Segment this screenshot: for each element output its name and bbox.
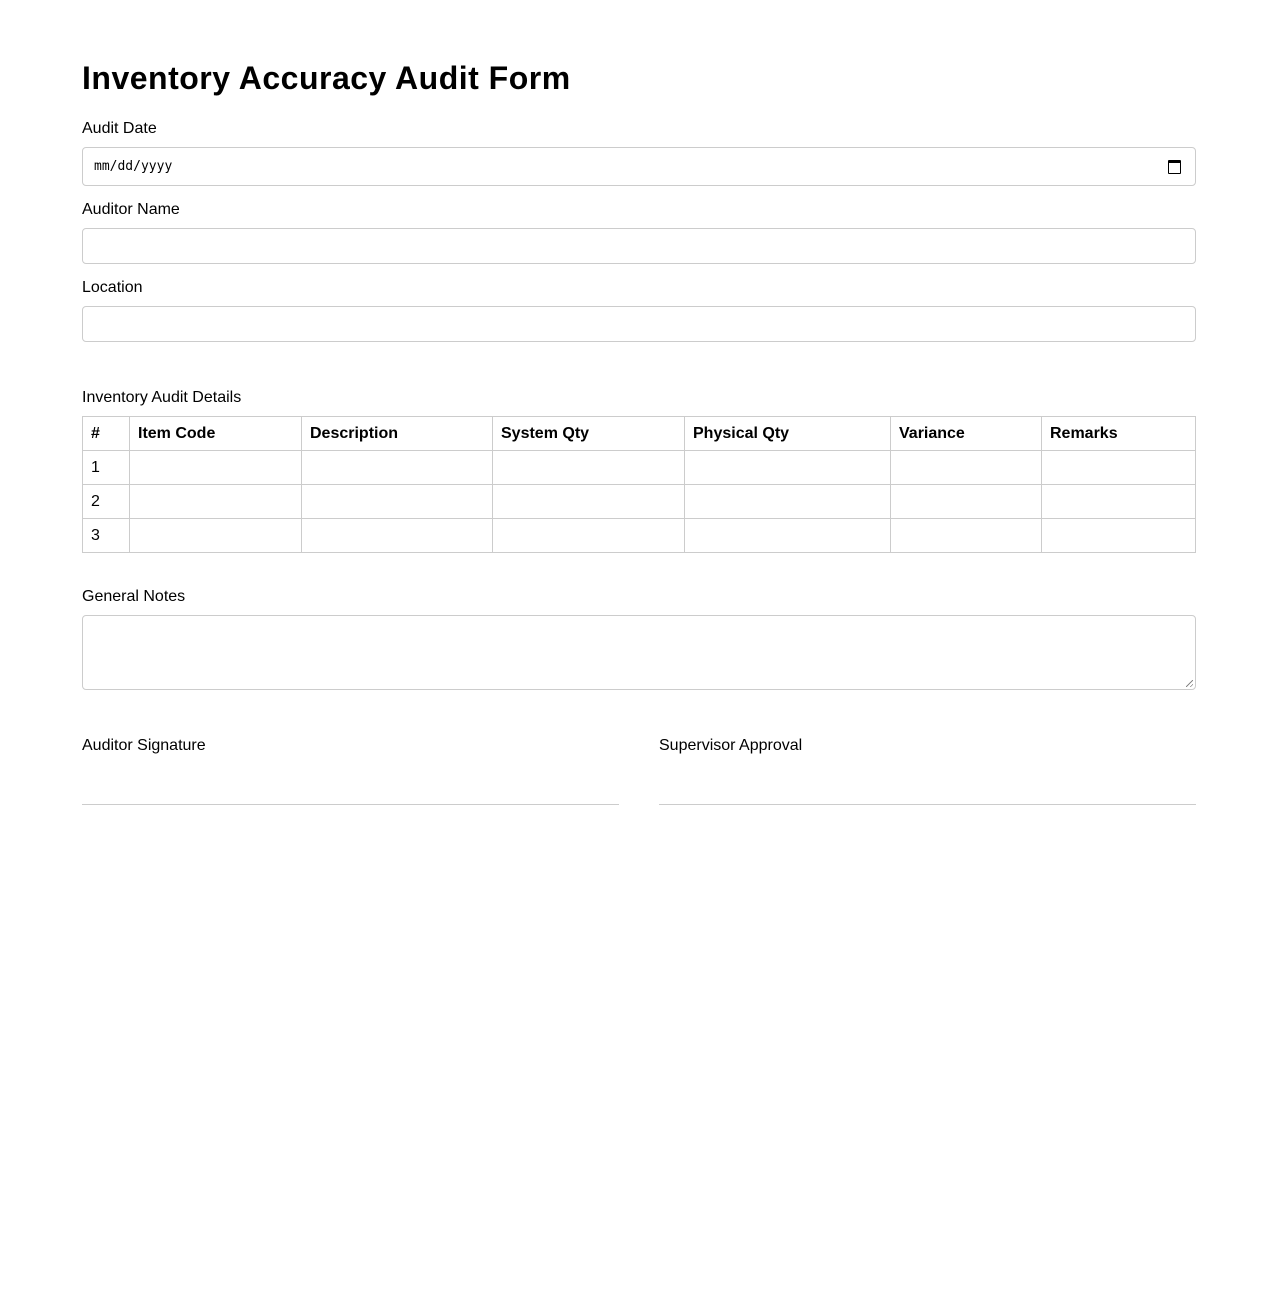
column-header-item-code: Item Code [130,417,302,451]
variance-cell[interactable] [891,519,1042,553]
general-notes-label: General Notes [82,588,186,605]
physical-qty-cell[interactable] [685,519,891,553]
item-code-cell[interactable] [130,485,302,519]
item-code-cell[interactable] [130,451,302,485]
audit-date-input[interactable] [82,147,1196,186]
row-number: 2 [83,485,130,519]
description-cell[interactable] [302,451,493,485]
auditor-name-label: Auditor Name [82,201,180,218]
audit-date-label: Audit Date [82,120,157,137]
audit-date-placeholder: mm/dd/yyyy [94,159,173,174]
audit-details-table [82,416,1196,553]
supervisor-approval-line[interactable] [659,804,1196,805]
supervisor-approval-label: Supervisor Approval [659,737,803,754]
column-header-physical-qty: Physical Qty [685,417,891,451]
variance-cell[interactable] [891,485,1042,519]
system-qty-cell[interactable] [493,451,685,485]
table-row [83,485,1196,519]
auditor-signature-label: Auditor Signature [82,737,206,754]
location-input[interactable] [82,306,1196,342]
column-header-variance: Variance [891,417,1042,451]
table-row [83,451,1196,485]
column-header-system-qty: System Qty [493,417,685,451]
resize-handle-icon[interactable] [1186,680,1193,687]
general-notes-textarea[interactable] [82,615,1196,690]
calendar-icon[interactable] [1168,160,1181,174]
auditor-name-input[interactable] [82,228,1196,264]
location-label: Location [82,279,143,296]
column-header-remarks: Remarks [1042,417,1196,451]
row-number: 1 [83,451,130,485]
page-title: Inventory Accuracy Audit Form [82,60,571,96]
remarks-cell[interactable] [1042,485,1196,519]
table-row [83,519,1196,553]
table-header-row [83,417,1196,451]
row-number: 3 [83,519,130,553]
description-cell[interactable] [302,519,493,553]
physical-qty-cell[interactable] [685,485,891,519]
column-header-number: # [83,417,130,451]
system-qty-cell[interactable] [493,519,685,553]
description-cell[interactable] [302,485,493,519]
item-code-cell[interactable] [130,519,302,553]
remarks-cell[interactable] [1042,451,1196,485]
auditor-signature-line[interactable] [82,804,619,805]
column-header-description: Description [302,417,493,451]
physical-qty-cell[interactable] [685,451,891,485]
variance-cell[interactable] [891,451,1042,485]
remarks-cell[interactable] [1042,519,1196,553]
audit-details-label: Inventory Audit Details [82,389,242,406]
system-qty-cell[interactable] [493,485,685,519]
